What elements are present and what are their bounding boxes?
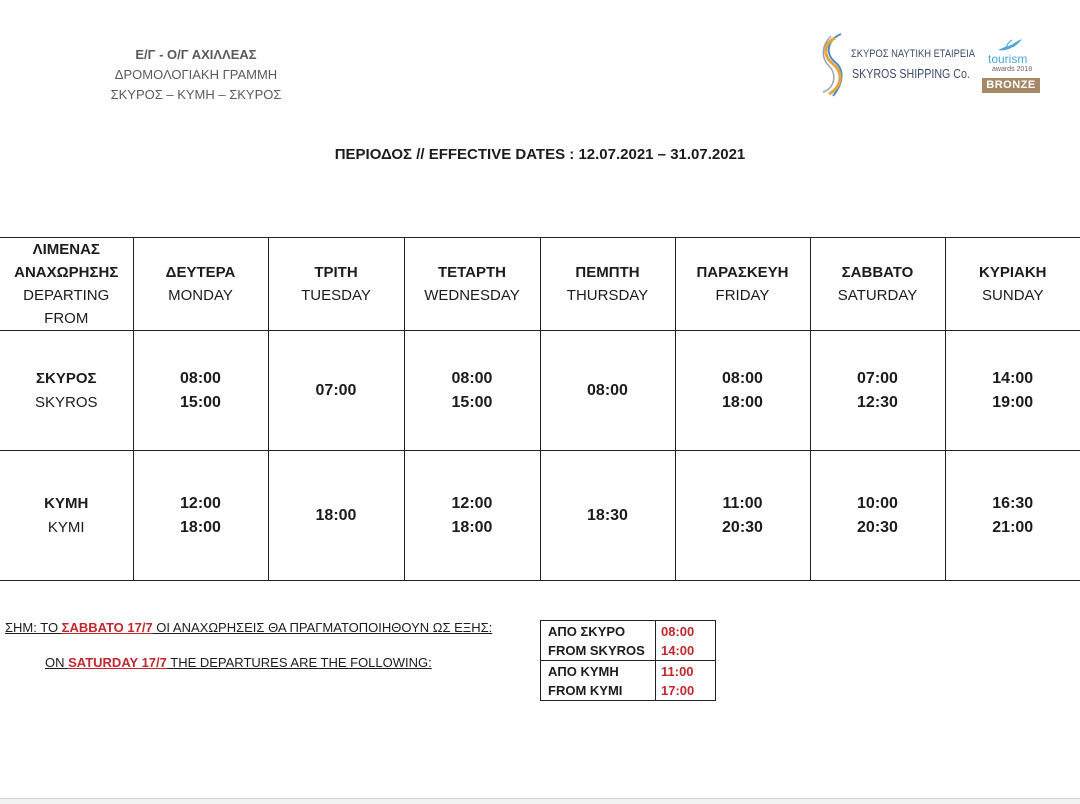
departure-port-header [0, 238, 133, 331]
port-name-greek: ΚΥΜΗ [44, 494, 89, 512]
departure-time: 20:30 [857, 518, 898, 536]
departure-time: 12:00 [180, 494, 221, 512]
award-level: BRONZE [982, 78, 1040, 93]
day-name-english: FRIDAY [715, 287, 770, 304]
departure-time: 14:00 [661, 642, 695, 658]
departure-time: 15:00 [180, 393, 221, 411]
special-row-skyros [541, 621, 716, 661]
departure-time: 20:30 [722, 518, 763, 536]
port-cell [0, 451, 133, 581]
day-name-english: SUNDAY [982, 287, 1044, 304]
departure-cell-monday [133, 331, 268, 451]
note-text: ΣΗΜ: ΤΟ [5, 620, 62, 635]
departure-cell-thursday [540, 331, 675, 451]
departure-time: 10:00 [857, 494, 898, 512]
departure-time: 14:00 [992, 369, 1034, 387]
origin-english: FROM KYMI [548, 682, 623, 698]
day-name-greek: ΣΑΒΒΑΤΟ [841, 264, 914, 281]
departure-cell-wednesday [404, 451, 540, 581]
day-name-english: WEDNESDAY [424, 287, 520, 304]
tourism-award-badge [980, 36, 1042, 96]
day-header-saturday [810, 238, 945, 331]
origin-english: FROM SKYROS [548, 642, 645, 658]
note-english [45, 655, 432, 671]
departure-time: 11:00 [722, 494, 763, 512]
port-name-english: KYMI [47, 518, 85, 536]
timetable [0, 237, 1080, 581]
day-name-english: SATURDAY [837, 287, 918, 304]
day-name-english: MONDAY [168, 287, 233, 304]
departure-time: 15:00 [451, 393, 493, 411]
special-row-kymi [541, 661, 716, 701]
departure-cell-monday [133, 451, 268, 581]
page-bottom-edge [0, 798, 1080, 804]
day-name-greek: ΤΡΙΤΗ [314, 264, 358, 281]
departure-time: 11:00 [661, 663, 694, 679]
departure-cell-friday [675, 451, 810, 581]
departure-time: 08:00 [180, 369, 221, 387]
origin-greek: ΑΠΟ ΚΥΜΗ [548, 663, 619, 679]
note-greek [5, 620, 492, 636]
company-name-english: SKYROS SHIPPING Co. [852, 66, 970, 81]
document-header [96, 45, 296, 105]
departure-cell-wednesday [404, 331, 540, 451]
departure-cell-sunday [945, 451, 1080, 581]
skyros-swirl-logo-icon [813, 30, 853, 100]
departure-time: 17:00 [661, 682, 695, 698]
departure-time: 21:00 [992, 518, 1034, 536]
departure-time: 07:00 [315, 381, 357, 399]
vessel-name: Ε/Γ - Ο/Γ ΑΧΙΛΛΕΑΣ [135, 47, 257, 62]
departure-cell-tuesday [268, 331, 404, 451]
departure-time: 18:00 [722, 393, 763, 411]
departure-time: 16:30 [992, 494, 1034, 512]
departure-time: 08:00 [587, 381, 628, 399]
origin-greek: ΑΠΟ ΣΚΥΡΟ [548, 623, 626, 639]
service-type: ΔΡΟΜΟΛΟΓΙΑΚΗ ΓΡΑΜΜΗ [114, 67, 278, 82]
departure-time: 18:00 [315, 506, 357, 524]
timetable-header-row [0, 238, 1080, 331]
port-name-english: SKYROS [34, 393, 98, 411]
award-year: awards 2018 [992, 66, 1033, 73]
departure-cell-saturday [810, 451, 945, 581]
departure-time: 18:00 [180, 518, 221, 536]
departure-time: 18:30 [587, 506, 628, 524]
day-name-greek: ΠΕΜΠΤΗ [575, 264, 640, 281]
special-times-cell [656, 661, 716, 701]
note-highlight-date: ΣΑΒΒΑΤΟ 17/7 [61, 620, 153, 635]
departure-time: 08:00 [661, 623, 695, 639]
departure-cell-friday [675, 331, 810, 451]
day-name-greek: ΠΑΡΑΣΚΕΥΗ [696, 264, 789, 281]
note-text: ON [45, 655, 69, 670]
departure-cell-sunday [945, 331, 1080, 451]
departure-cell-thursday [540, 451, 675, 581]
timetable-row-kymi [0, 451, 1080, 581]
day-header-sunday [945, 238, 1080, 331]
header-line: ΛΙΜΕΝΑΣ [32, 241, 100, 258]
port-cell [0, 331, 133, 451]
departure-cell-tuesday [268, 451, 404, 581]
day-name-greek: ΤΕΤΑΡΤΗ [437, 264, 507, 281]
header-line: FROM [44, 310, 89, 327]
day-header-friday [675, 238, 810, 331]
departure-time: 12:00 [451, 494, 493, 512]
port-name-greek: ΣΚΥΡΟΣ [35, 369, 97, 387]
special-origin-cell [541, 621, 656, 661]
effective-period-title: ΠΕΡΙΟΔΟΣ // EFFECTIVE DATES : 12.07.2021 – 31.07.2021 [334, 146, 746, 163]
day-header-thursday [540, 238, 675, 331]
company-name-greek: ΣΚΥΡΟΣ ΝΑΥΤΙΚΗ ΕΤΑΙΡΕΙΑ [851, 48, 975, 60]
award-name: tourism [988, 52, 1028, 66]
route-name: ΣΚΥΡΟΣ – ΚΥΜΗ – ΣΚΥΡΟΣ [110, 87, 282, 102]
departure-cell-saturday [810, 331, 945, 451]
day-name-greek: ΚΥΡΙΑΚΗ [978, 264, 1047, 281]
note-text: THE DEPARTURES ARE THE FOLLOWING: [166, 655, 432, 670]
day-header-tuesday [268, 238, 404, 331]
header-line: DEPARTING [23, 287, 110, 304]
day-name-english: TUESDAY [301, 287, 371, 304]
note-text: ΟΙ ΑΝΑΧΩΡΗΣΕΙΣ ΘΑ ΠΡΑΓΜΑΤΟΠΟΙΗΘΟΥΝ ΩΣ ΕΞΗΣ: [152, 620, 493, 635]
departure-time: 12:30 [857, 393, 898, 411]
departure-time: 18:00 [451, 518, 493, 536]
day-header-monday [133, 238, 268, 331]
day-header-wednesday [404, 238, 540, 331]
special-schedule-table [540, 620, 716, 701]
special-origin-cell [541, 661, 656, 701]
departure-time: 07:00 [857, 369, 898, 387]
note-highlight-date: SATURDAY 17/7 [68, 655, 167, 670]
day-name-greek: ΔΕΥΤΕΡΑ [165, 264, 236, 281]
departure-time: 19:00 [992, 393, 1034, 411]
departure-time: 08:00 [722, 369, 763, 387]
header-line: ΑΝΑΧΩΡΗΣΗΣ [14, 264, 119, 281]
departure-time: 08:00 [451, 369, 493, 387]
timetable-row-skyros [0, 331, 1080, 451]
day-name-english: THURSDAY [566, 287, 649, 304]
special-times-cell [656, 621, 716, 661]
